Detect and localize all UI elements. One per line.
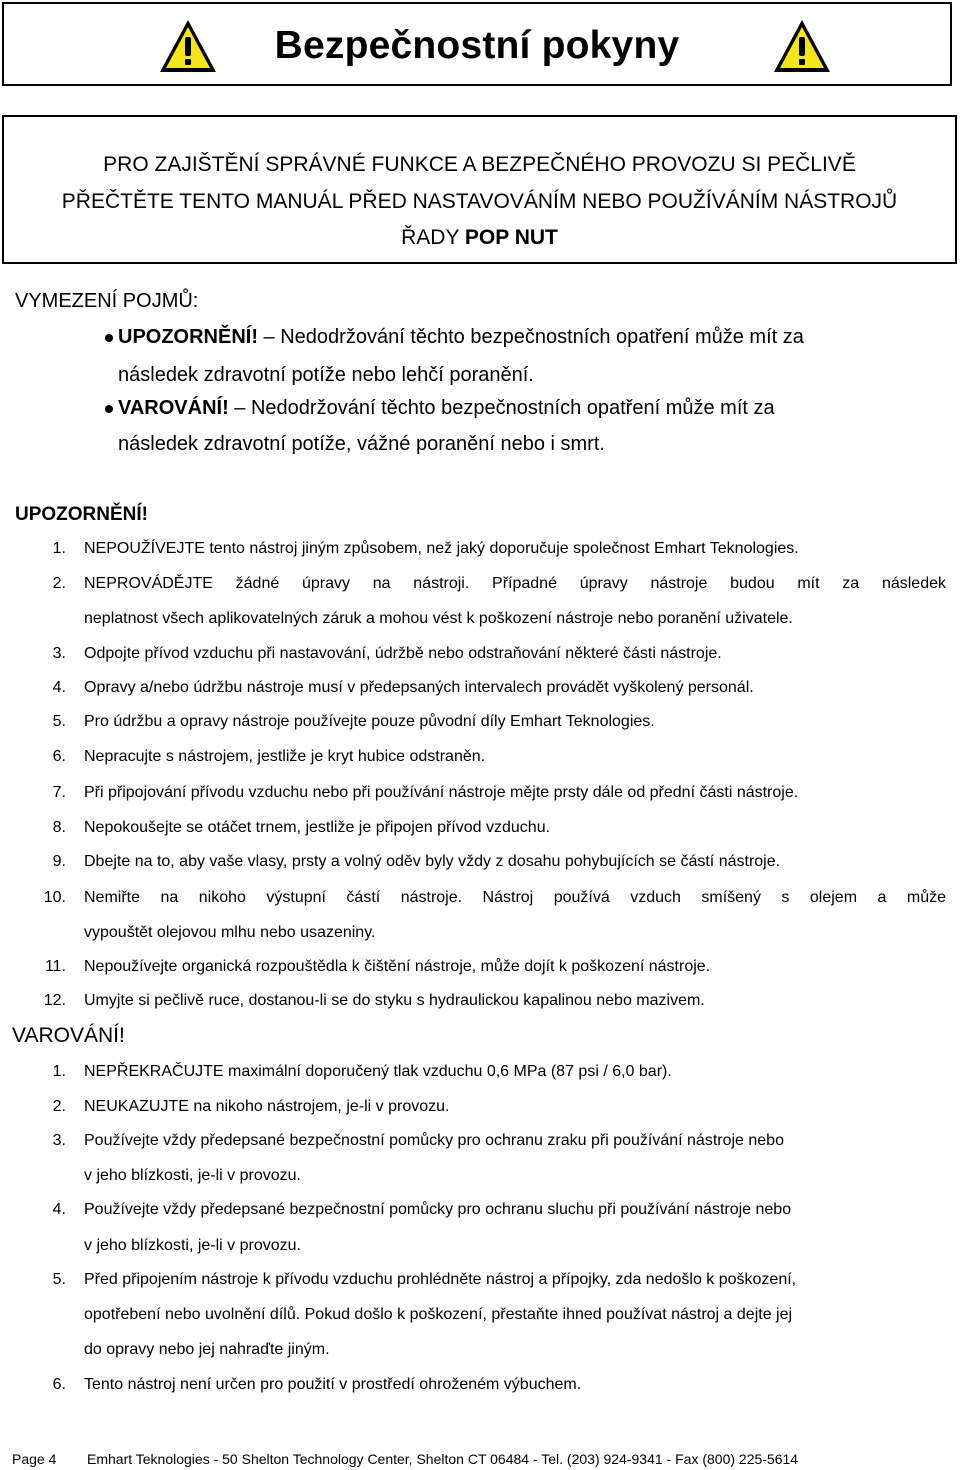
list-number: 9. <box>52 853 66 870</box>
list-item: Pro údržbu a opravy nástroje používejte pouze původní díly Emhart Teknologies. <box>84 713 655 730</box>
list-item: do opravy nebo jej nahraďte jiným. <box>84 1341 330 1358</box>
list-number: 4. <box>52 1201 66 1218</box>
list-number: 4. <box>52 679 66 696</box>
list-number: 7. <box>52 784 66 801</box>
list-item: Odpojte přívod vzduchu při nastavování, údržbě nebo odstraňování některé části nástroje. <box>84 645 722 662</box>
list-number: 11. <box>44 958 66 975</box>
list-number: 6. <box>52 1376 66 1393</box>
list-number: 1. <box>52 1063 66 1080</box>
warning-triangle-icon <box>771 17 833 75</box>
list-number: 2. <box>52 575 66 592</box>
list-item: Před připojením nástroje k přívodu vzduchu prohlédněte nástroj a přípojky, zda nedošlo k poškození, <box>84 1271 797 1288</box>
warning-heading: VAROVÁNÍ! <box>12 1024 125 1047</box>
list-number: 10. <box>43 889 66 906</box>
list-item: Nepracujte s nástrojem, jestliže je kryt hubice odstraněn. <box>84 748 486 765</box>
list-item: NEPŘEKRAČUJTE maximální doporučený tlak vzduchu 0,6 MPa (87 psi / 6,0 bar). <box>84 1063 672 1080</box>
list-item: Používejte vždy předepsané bezpečnostní pomůcky pro ochranu sluchu při používání nástroje nebo <box>84 1201 792 1218</box>
list-item: Nepoužívejte organická rozpouštědla k čištění nástroje, může dojít k poškození nástroje. <box>84 958 711 975</box>
list-number: 12. <box>43 992 66 1009</box>
list-item: Opravy a/nebo údržbu nástroje musí v předepsaných intervalech provádět vyškolený personál. <box>84 679 754 696</box>
list-number: 3. <box>52 1132 66 1149</box>
page-number: Page 4 <box>12 1451 57 1467</box>
definition-term: VAROVÁNÍ! <box>118 397 229 419</box>
list-item: vypouštět olejovou mlhu nebo usazeniny. <box>84 924 376 941</box>
notice-line: PRO ZAJIŠTĚNÍ SPRÁVNÉ FUNKCE A BEZPEČNÉHO PROVOZU SI PEČLIVĚ <box>103 153 856 176</box>
list-number: 5. <box>52 713 66 730</box>
notice-line <box>4 226 955 250</box>
page-title: Bezpečnostní pokyny <box>274 24 680 67</box>
title-box <box>2 2 952 86</box>
list-item: NEUKAZUJTE na nikoho nástrojem, je-li v provozu. <box>84 1098 450 1115</box>
bullet-icon <box>105 334 113 342</box>
notice-line: PŘEČTĚTE TENTO MANUÁL PŘED NASTAVOVÁNÍM NEBO POUŽÍVÁNÍM NÁSTROJŮ <box>61 190 898 213</box>
list-item: Umyjte si pečlivě ruce, dostanou-li se do styku s hydraulickou kapalinou nebo mazivem. <box>84 992 705 1009</box>
list-item: Při připojování přívodu vzduchu nebo při používání nástroje mějte prsty dále od přední části nástroje. <box>84 784 799 801</box>
definition-line: následek zdravotní potíže, vážné poranění nebo i smrt. <box>118 433 605 455</box>
product-name: POP NUT <box>464 226 558 249</box>
list-item: Tento nástroj není určen pro použití v prostředí ohroženém výbuchem. <box>84 1376 582 1393</box>
definition-line: VAROVÁNÍ! – Nedodržování těchto bezpečnostních opatření může mít za <box>118 397 775 419</box>
list-number: 3. <box>52 645 66 662</box>
notice-box <box>2 115 957 264</box>
list-item: opotřebení nebo uvolnění dílů. Pokud došlo k poškození, přestaňte ihned používat nástroj a dejte jej <box>84 1306 793 1323</box>
list-item: Nepokoušejte se otáčet trnem, jestliže je připojen přívod vzduchu. <box>84 819 551 836</box>
list-item: Používejte vždy předepsané bezpečnostní pomůcky pro ochranu zraku při používání nástroje nebo <box>84 1132 784 1149</box>
list-number: 8. <box>52 819 66 836</box>
definition-term: UPOZORNĚNÍ! <box>118 326 258 348</box>
definitions-title: VYMEZENÍ POJMŮ: <box>15 290 199 312</box>
list-item: Dbejte na to, aby vaše vlasy, prsty a volný oděv byly vždy z dosahu pohybujících se částí nástroje. <box>84 853 781 870</box>
list-number: 1. <box>52 540 66 557</box>
caution-heading: UPOZORNĚNÍ! <box>15 504 148 525</box>
list-item: NEPROVÁDĚJTE žádné úpravy na nástroji. Případné úpravy nástroje budou mít za následek <box>84 575 946 592</box>
list-number: 2. <box>52 1098 66 1115</box>
list-item: v jeho blízkosti, je-li v provozu. <box>84 1167 301 1184</box>
footer-address: Emhart Teknologies - 50 Shelton Technology Center, Shelton CT 06484 - Tel. (203) 924-9341 - Fax (800) 225-5614 <box>87 1451 799 1467</box>
list-item: v jeho blízkosti, je-li v provozu. <box>84 1237 301 1254</box>
definition-line: následek zdravotní potíže nebo lehčí poranění. <box>118 364 534 386</box>
list-item: neplatnost všech aplikovatelných záruk a mohou vést k poškození nástroje nebo poranění uživatele. <box>84 610 793 627</box>
bullet-icon <box>105 405 113 413</box>
list-item: NEPOUŽÍVEJTE tento nástroj jiným způsobem, než jaký doporučuje společnost Emhart Teknologies. <box>84 540 799 557</box>
list-number: 5. <box>52 1271 66 1288</box>
notice-prefix: ŘADY <box>401 226 465 249</box>
list-number: 6. <box>52 748 66 765</box>
definition-line: UPOZORNĚNÍ! – Nedodržování těchto bezpečnostních opatření může mít za <box>118 326 804 348</box>
list-item: Nemiřte na nikoho výstupní částí nástroje. Nástroj používá vzduch smíšený s olejem a může <box>84 889 946 906</box>
